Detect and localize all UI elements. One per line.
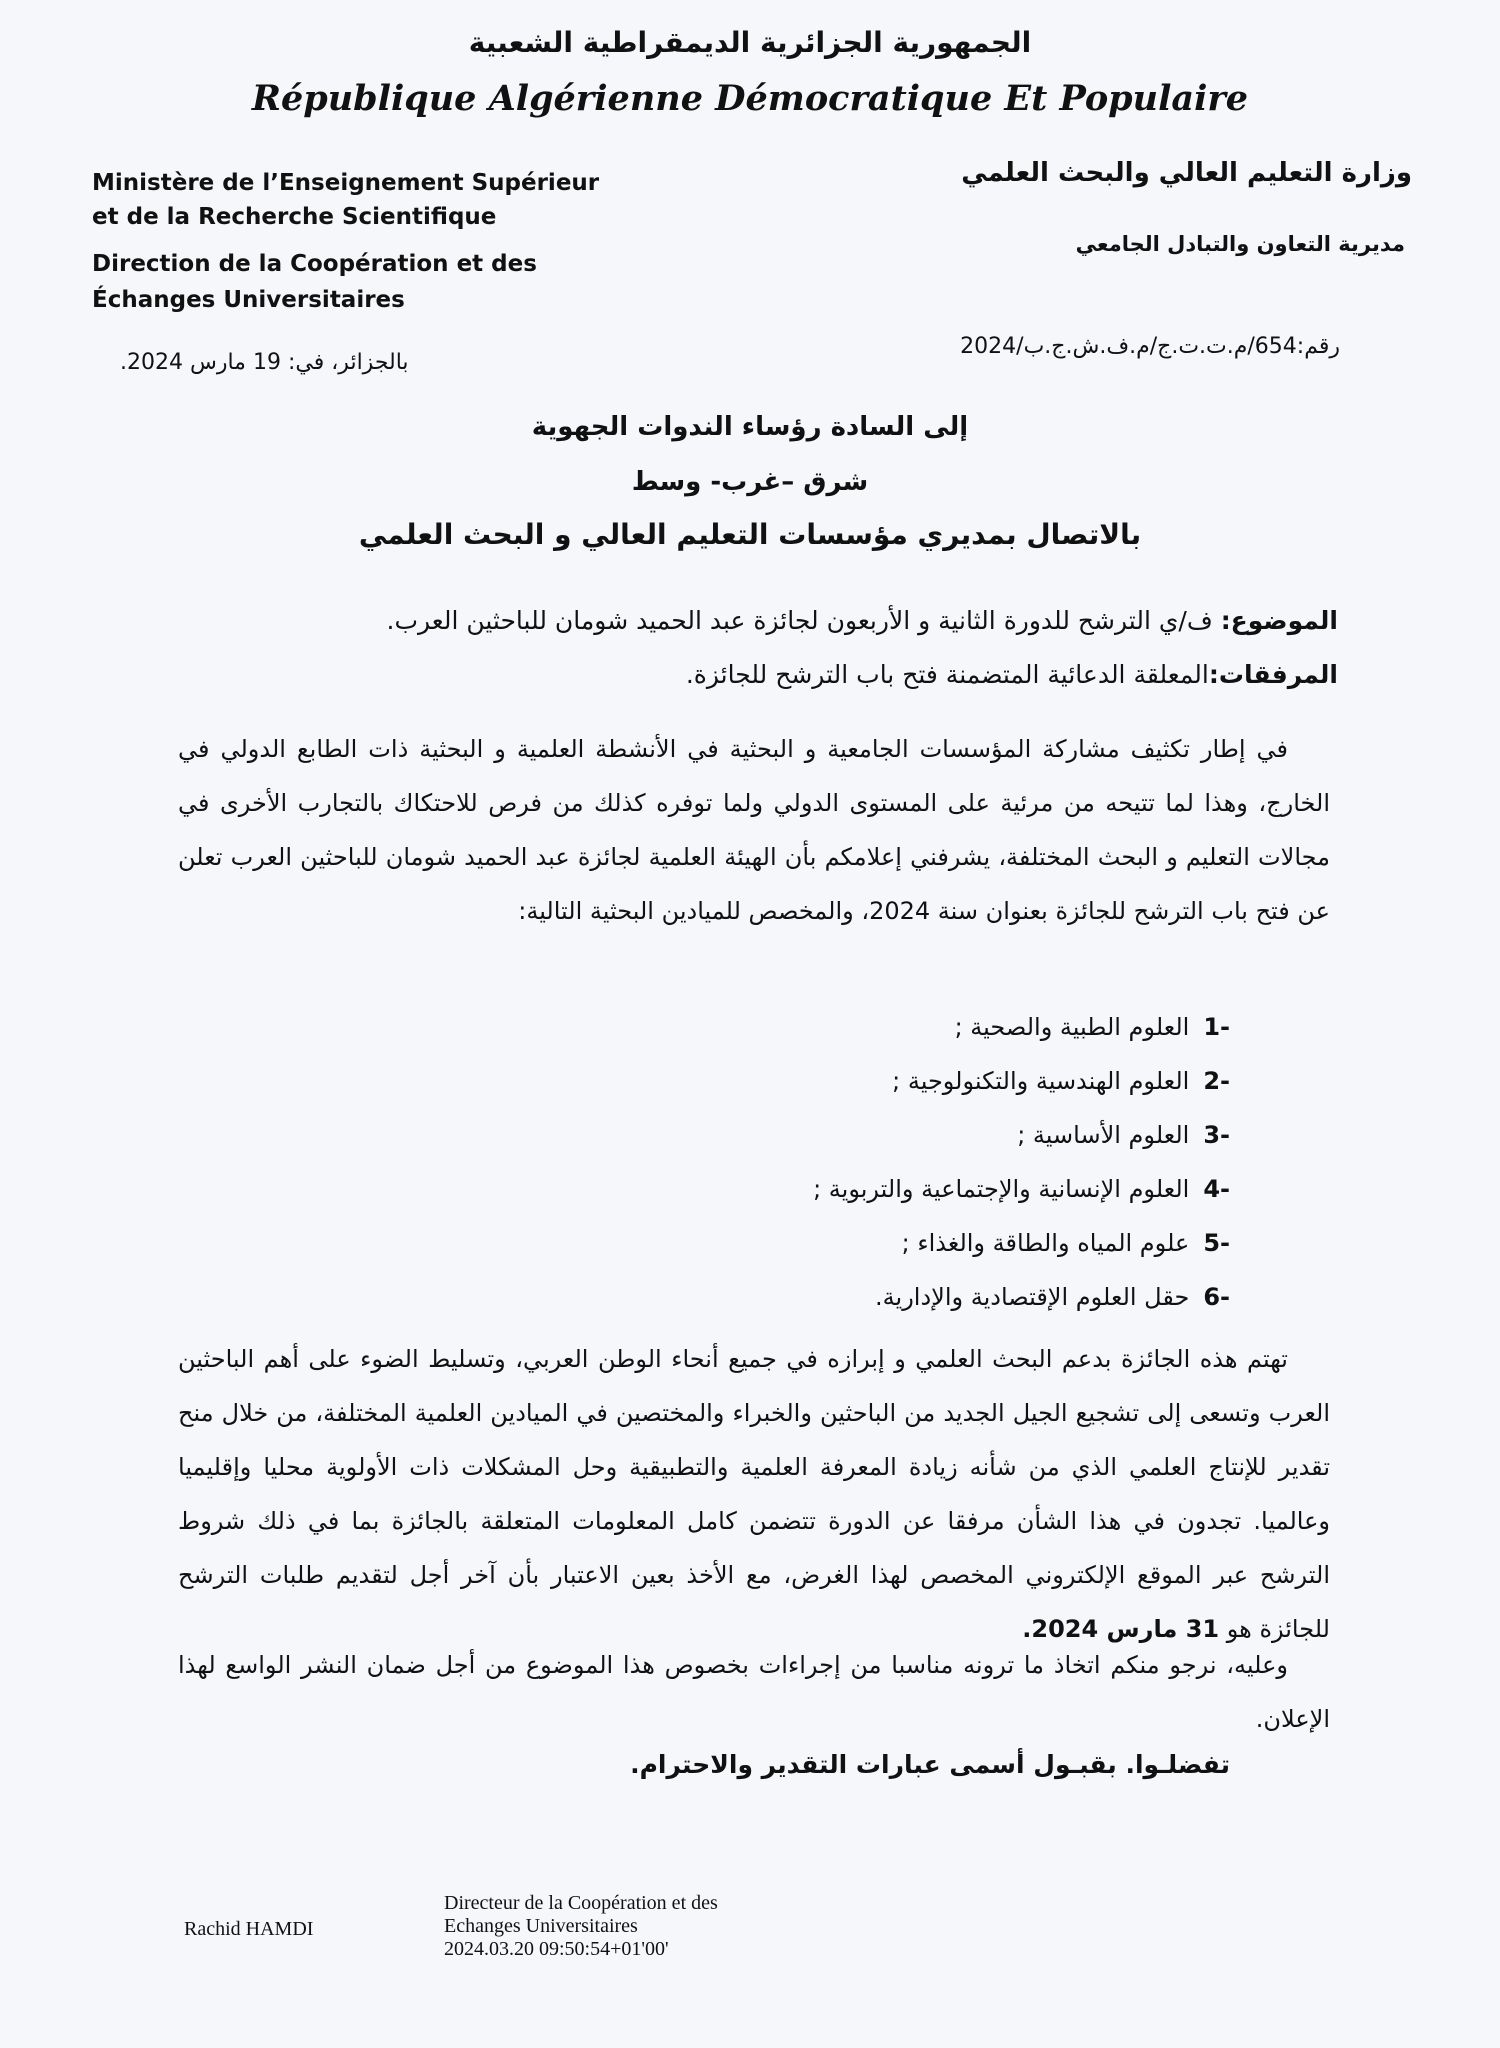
signatory-title-line-1: Directeur de la Coopération et des (444, 1892, 718, 1914)
directorate-line-2: Échanges Universitaires (92, 287, 405, 313)
list-item-number: -6 (1203, 1283, 1230, 1311)
ministry-line-1: Ministère de l’Enseignement Supérieur (92, 170, 600, 196)
directorate-name-arabic: مديرية التعاون والتبادل الجامعي (1075, 232, 1405, 256)
body-paragraph-3: وعليه، نرجو منكم اتخاذ ما ترونه مناسبا من إجراءات بخصوص هذا الموضوع من أجل ضمان النشر الواسع لهذا الإعلان. (178, 1651, 1330, 1733)
country-name-french: République Algérienne Démocratique Et Populaire (251, 78, 1249, 119)
date-line: بالجزائر، في: 19 مارس 2024. (120, 350, 409, 375)
directorate-line-1: Direction de la Coopération et des (92, 251, 537, 277)
signatory-name: Rachid HAMDI (184, 1918, 314, 1940)
ministry-line-2: et de la Recherche Scientifique (92, 204, 497, 230)
list-item-number: -5 (1203, 1229, 1230, 1257)
addressee-line-1: إلى السادة رؤساء الندوات الجهوية (531, 412, 969, 442)
list-item-number: -3 (1203, 1121, 1230, 1149)
list-item-text: حقل العلوم الإقتصادية والإدارية. (875, 1283, 1190, 1311)
list-item-text: العلوم الإنسانية والإجتماعية والتربوية ; (813, 1175, 1190, 1203)
signature-timestamp: 2024.03.20 09:50:54+01'00' (444, 1938, 669, 1960)
list-item (600, 1000, 1230, 1054)
list-item-text: العلوم الهندسية والتكنولوجية ; (892, 1067, 1190, 1095)
paragraph-2-text: تهتم هذه الجائزة بدعم البحث العلمي و إبرازه في جميع أنحاء الوطن العربي، وتسليط الضوء على أهم الباحثين العرب وتسعى إلى تشجيع الجيل الجديد من الباحثين والخبراء والمختصين في الميادين العلمية المختلفة، من خلال منح تقدير للإنتاج العلمي الذي من شأنه زيادة المعرفة العلمية والتطبيقية وحل المشكلات ذات الأولوية محليا وإقليميا وعالميا. تجدون في هذا الشأن مرفقا عن الدورة تتضمن كامل المعلومات المتعلقة بالجائزة بما في ذلك شروط الترشح عبر الموقع الإلكتروني المخصص لهذا الغرض، مع الأخذ بعين الاعتبار بأن آخر أجل لتقديم طلبات الترشح للجائزة هو (178, 1345, 1330, 1643)
list-item-number: -2 (1203, 1067, 1230, 1095)
list-item-number: -4 (1203, 1175, 1230, 1203)
body-paragraph-2 (178, 1332, 1330, 1656)
ministry-name-arabic: وزارة التعليم العالي والبحث العلمي (961, 158, 1412, 188)
addressee-line-3: بالاتصال بمديري مؤسسات التعليم العالي و البحث العلمي (358, 518, 1142, 551)
subject-label: الموضوع: (1220, 606, 1338, 635)
attachments-label: المرفقات: (1208, 660, 1338, 689)
directorate-name-french (92, 246, 652, 318)
deadline-text: 31 مارس 2024. (1022, 1615, 1220, 1643)
list-item-number: -1 (1203, 1013, 1230, 1041)
ministry-name-french (92, 166, 652, 234)
list-item-text: علوم المياه والطاقة والغذاء ; (901, 1229, 1190, 1257)
list-item (600, 1054, 1230, 1108)
subject-line (200, 606, 1338, 635)
research-fields-list (600, 1000, 1230, 1324)
subject-text: ف/ي الترشح للدورة الثانية و الأربعون لجائزة عبد الحميد شومان للباحثين العرب. (386, 606, 1221, 635)
body-paragraph-1: في إطار تكثيف مشاركة المؤسسات الجامعية و البحثية في الأنشطة العلمية و البحثية ذات الطابع الدولي في الخارج، وهذا لما تتيحه من مرئية على المستوى الدولي ولما توفره كذلك من فرص للاحتكاك بالتجارب الأخرى في مجالات التعليم و البحث المختلفة، يشرفني إعلامكم بأن الهيئة العلمية لجائزة عبد الحميد شومان للباحثين العرب تعلن عن فتح باب الترشح للجائزة بعنوان سنة 2024، والمخصص للميادين البحثية التالية: (178, 735, 1330, 925)
list-item (600, 1270, 1230, 1324)
signatory-title-line-2: Echanges Universitaires (444, 1915, 638, 1937)
list-item (600, 1162, 1230, 1216)
list-item (600, 1216, 1230, 1270)
list-item-text: العلوم الأساسية ; (1017, 1121, 1190, 1149)
closing-salutation: تفضلـوا. بقبـول أسمى عبارات التقدير والاحترام. (630, 1750, 1230, 1779)
list-item-text: العلوم الطبية والصحية ; (954, 1013, 1190, 1041)
list-item (600, 1108, 1230, 1162)
attachments-text: المعلقة الدعائية المتضمنة فتح باب الترشح للجائزة. (685, 660, 1209, 689)
attachments-line (200, 660, 1338, 689)
addressee-line-2: شرق –غرب- وسط (631, 467, 869, 497)
reference-number: رقم:654/م.ت.ت.ج/م.ف.ش.ج.ب/2024 (960, 334, 1340, 359)
signatory-title-block (444, 1892, 844, 1961)
country-name-arabic: الجمهورية الجزائرية الديمقراطية الشعبية (468, 26, 1032, 59)
